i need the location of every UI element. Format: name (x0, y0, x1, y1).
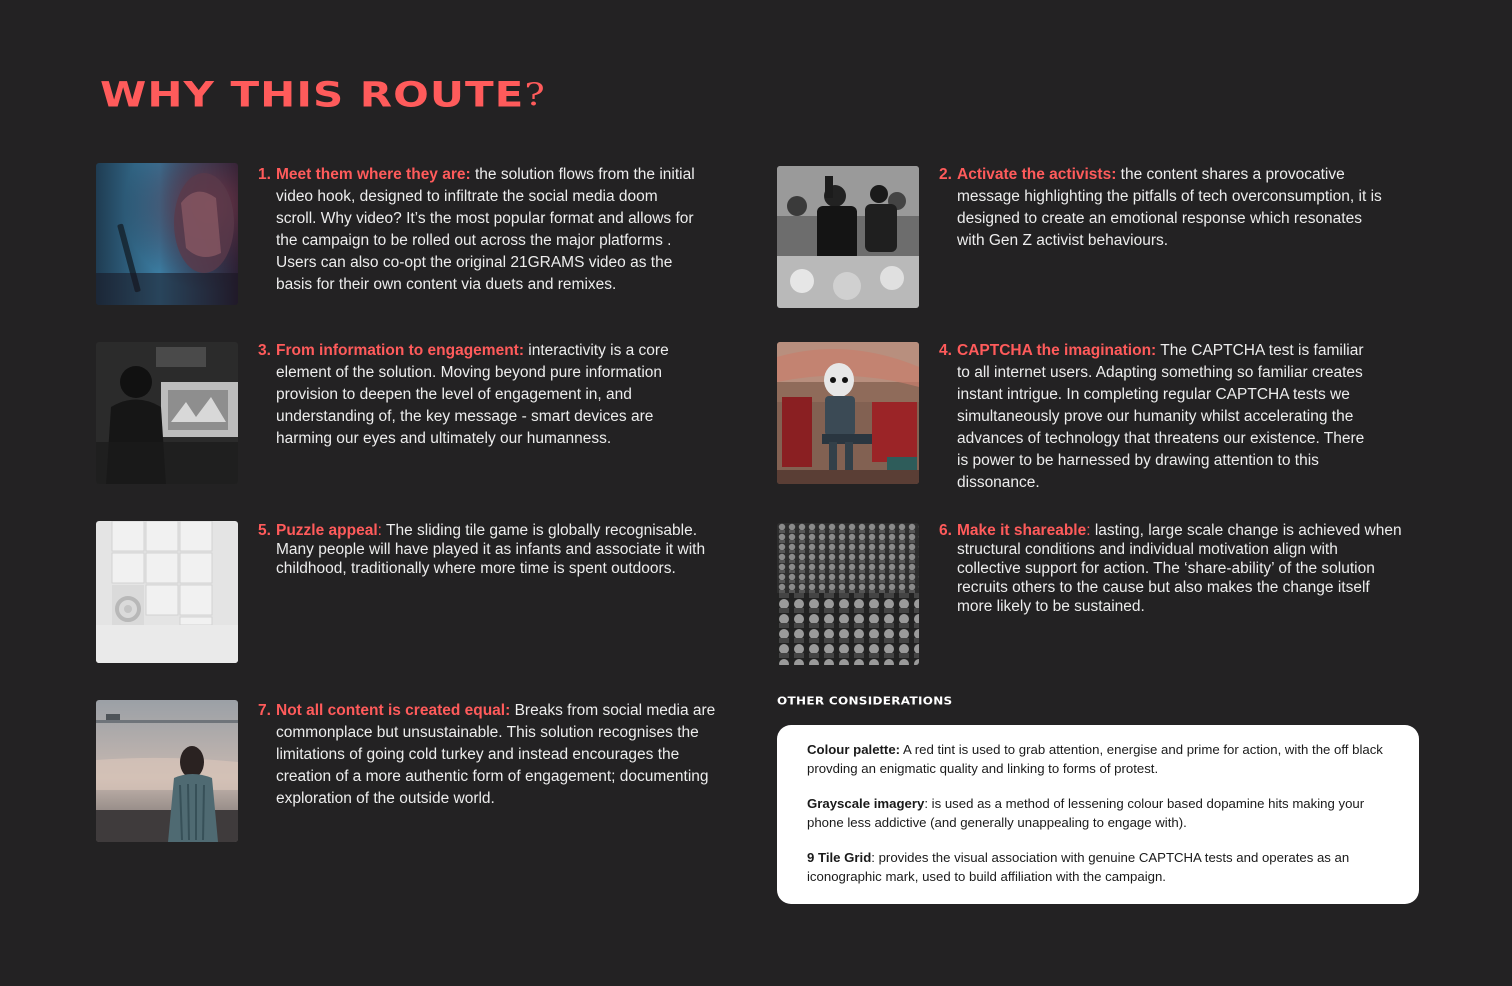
item-heading: CAPTCHA the imagination: (957, 342, 1157, 359)
item-number: 3. (258, 342, 271, 359)
item-heading: Puzzle appeal (276, 522, 378, 539)
item-number: 7. (258, 702, 271, 719)
item-separator: : (377, 522, 382, 539)
photo-tile-puzzle (96, 521, 238, 663)
consideration-grayscale-imagery (807, 794, 1389, 832)
item-body: the solution flows from the initial video hook, designed to infiltrate the social media doom scroll. Why video? It’s the most popular format and allows for the campaign to be rolled out across the major platforms . Users can also co-opt the original 21GRAMS video as the basis for their own content via duets and remixes. (276, 166, 695, 293)
reason-item-2 (939, 164, 1387, 252)
consideration-colour-palette (807, 740, 1389, 778)
item-number: 1. (258, 166, 271, 183)
photo-protest (777, 166, 919, 308)
consideration-tile-grid (807, 848, 1389, 886)
item-heading: From information to engagement: (276, 342, 524, 359)
consideration-label: Grayscale imagery (807, 796, 925, 811)
other-considerations-card (777, 725, 1419, 904)
item-number: 2. (939, 166, 952, 183)
item-number: 6. (939, 522, 952, 539)
reason-item-5 (258, 521, 716, 578)
item-body: interactivity is a core element of the solution. Moving beyond pure information provision to deepen the level of engagement in, and understanding of, the key message - smart devices are harming our eyes and ultimately our humanness. (276, 342, 669, 447)
consideration-text: : is used as a method of lessening colour based dopamine hits making your phone less addictive (and generally unappealing to engage with). (807, 796, 1365, 830)
item-number: 5. (258, 522, 271, 539)
item-heading: Meet them where they are: (276, 166, 471, 183)
reason-item-3 (258, 340, 706, 450)
other-considerations-title: OTHER CONSIDERATIONS (777, 695, 953, 707)
reason-item-1 (258, 164, 696, 296)
photo-phone-user (96, 163, 238, 305)
photo-crowd (777, 523, 919, 665)
item-heading: Make it shareable (957, 522, 1087, 539)
photo-gamer (96, 342, 238, 484)
item-body: lasting, large scale change is achieved when structural conditions and individual motivation align with collective support for action. The ‘share-ability’ of the solution recruits others to the cause but also makes the change itself more likely to be sustained. (957, 522, 1402, 615)
item-body: The CAPTCHA test is familiar to all internet users. Adapting something so familiar creates instant intrigue. In completing regular CAPTCHA tests we simultaneously prove our humanity whilst accelerating the advances of technology that threatens our existence. There is power to be harnessed by drawing attention to this dissonance. (957, 342, 1365, 491)
item-body: Breaks from social media are commonplace but unsustainable. This solution recognises the limitations of going cold turkey and instead encourages the creation of a more authentic form of engagement; documenting exploration of the outside world. (276, 702, 716, 807)
photo-robot (777, 342, 919, 484)
page-title: WHY THIS ROUTE? (100, 74, 546, 115)
consideration-text: : provides the visual association with genuine CAPTCHA tests and operates as an iconographic mark, used to build affiliation with the campaign. (807, 850, 1350, 884)
item-separator: : (1086, 522, 1091, 539)
item-number: 4. (939, 342, 952, 359)
consideration-text: A red tint is used to grab attention, energise and prime for action, with the off black provding an enigmatic quality and linking to forms of protest. (807, 742, 1383, 776)
reason-item-7 (258, 700, 716, 810)
photo-sea-woman (96, 700, 238, 842)
reason-item-6 (939, 521, 1402, 616)
item-body: the content shares a provocative message highlighting the pitfalls of tech overconsumption, it is designed to create an emotional response which resonates with Gen Z activist behaviours. (957, 166, 1382, 249)
item-heading: Not all content is created equal: (276, 702, 511, 719)
item-heading: Activate the activists: (957, 166, 1117, 183)
consideration-label: Colour palette: (807, 742, 901, 757)
item-body: The sliding tile game is globally recognisable. Many people will have played it as infants and associate it with childhood, traditionally where more time is spent outdoors. (276, 522, 706, 577)
consideration-label: 9 Tile Grid (807, 850, 872, 865)
reason-item-4 (939, 340, 1369, 494)
